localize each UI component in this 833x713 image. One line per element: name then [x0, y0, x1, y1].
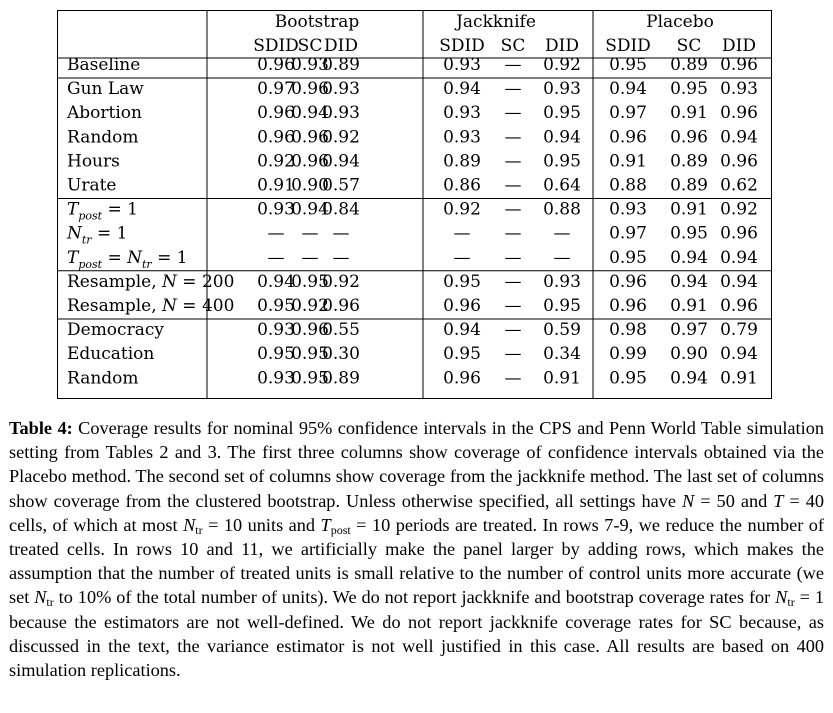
table-cell: 0.93	[443, 127, 481, 148]
estimator-header: DID	[722, 36, 756, 56]
table-cell: 0.91	[609, 151, 647, 172]
table-cell: 0.93	[322, 103, 360, 124]
table-cell: —	[504, 296, 522, 316]
table-cell: 0.92	[291, 296, 329, 316]
table-cell: 0.34	[543, 344, 581, 365]
caption-fragment: = 10 units and	[202, 514, 321, 535]
table-cell: 0.96	[257, 103, 295, 124]
table-cell: 0.93	[543, 271, 581, 292]
table-cell: —	[504, 103, 522, 124]
estimator-header: SC	[297, 36, 323, 56]
table-cell: 0.94	[720, 271, 758, 292]
table-cell: 0.94	[443, 79, 481, 100]
table-cell: 0.91	[720, 368, 758, 389]
table-cell: —	[504, 247, 522, 268]
table-cell: 0.94	[720, 344, 758, 365]
estimator-header: SDID	[439, 36, 485, 56]
table-cell: 0.94	[291, 199, 329, 220]
table-cell: 0.89	[670, 151, 708, 172]
table-cell: 0.92	[257, 151, 295, 172]
row-label-part: = 1	[151, 247, 188, 268]
table-cell: 0.92	[720, 199, 758, 220]
table-cell: 0.95	[609, 368, 647, 389]
table-cell: 0.89	[443, 151, 481, 172]
row-label-part: = 1	[102, 199, 138, 220]
table-cell: 0.96	[257, 55, 295, 75]
table-cell: 0.91	[670, 103, 708, 124]
table-caption	[9, 416, 824, 682]
table-cell: 0.93	[257, 368, 295, 389]
row-label: Abortion	[67, 103, 142, 124]
table-cell: 0.95	[609, 247, 647, 268]
table-cell: 0.62	[720, 175, 758, 196]
table-cell: 0.93	[443, 55, 481, 75]
table-cell: —	[504, 223, 522, 244]
table-cell: —	[553, 223, 571, 244]
row-label-part: tr	[142, 257, 152, 271]
estimator-header: SC	[500, 36, 526, 56]
table-cell: 0.95	[543, 103, 581, 124]
row-label-part: T	[67, 247, 79, 268]
table-cell: 0.96	[720, 296, 758, 316]
row-label-part: T	[67, 199, 79, 220]
table-cell: 0.91	[257, 175, 295, 196]
row-label-part: N	[162, 271, 177, 292]
caption-fragment: tr	[787, 595, 795, 610]
table-cell: 0.96	[291, 320, 329, 341]
results-table	[57, 10, 772, 399]
caption-label: Table 4:	[9, 418, 73, 438]
row-label	[67, 272, 234, 292]
table-cell: 0.96	[720, 55, 758, 75]
table-cell: 0.96	[670, 127, 708, 148]
table-cell: 0.92	[322, 271, 360, 292]
table-cell: 0.97	[609, 103, 647, 124]
row-label-part: =	[102, 247, 128, 268]
table-cell: 0.96	[720, 103, 758, 124]
row-label-part: = 200	[176, 271, 235, 292]
row-label: Hours	[67, 151, 120, 172]
row-label: Random	[67, 127, 139, 148]
row-label	[67, 248, 188, 271]
table-border	[58, 11, 772, 399]
table-cell: —	[332, 223, 350, 244]
caption-text	[9, 418, 824, 680]
table-cell: —	[504, 175, 522, 196]
table-cell: 0.96	[443, 368, 481, 389]
table-cell: 0.57	[322, 175, 360, 196]
row-label	[67, 296, 234, 316]
row-label-part: Resample,	[67, 296, 163, 316]
table-cell: 0.64	[543, 175, 581, 196]
table-cell: 0.90	[670, 344, 708, 365]
estimator-header: SC	[676, 36, 702, 56]
table-cell: 0.96	[609, 296, 647, 316]
caption-fragment: = 40 cells, of which at most	[9, 490, 824, 535]
table-cell: —	[504, 55, 522, 75]
table-cell: 0.94	[670, 247, 708, 268]
estimator-header: DID	[324, 36, 358, 56]
caption-fragment: tr	[195, 522, 203, 537]
table-cell: 0.89	[670, 55, 708, 75]
estimator-header: SDID	[605, 36, 651, 56]
table-cell: 0.92	[543, 55, 581, 75]
row-label-part: Resample,	[67, 271, 163, 292]
table-cell: 0.86	[443, 175, 481, 196]
table-cell: 0.95	[257, 296, 295, 316]
caption-fragment: = 10 periods are treated. In rows 7-9, we reduce the number of treated cells. In rows 10 and 11, we artificially make the panel larger by adding rows, which makes the assumption that the number of treated units is small relative to the number of control units more accurate (we set	[9, 514, 824, 608]
caption-fragment: post	[330, 522, 351, 537]
table-cell: 0.91	[543, 368, 581, 389]
caption-fragment: = 1 because the estimators are not well-defined. We do not report jackknife coverage rates for SC because, as discussed in the text, the variance estimator is not well justified in this case. All results are based on 400 simulation replications.	[9, 587, 824, 681]
table-cell: 0.93	[720, 79, 758, 100]
row-label	[66, 224, 127, 247]
row-label-part: tr	[81, 233, 92, 247]
table-cell: 0.91	[670, 296, 708, 316]
table-cell: 0.94	[291, 103, 329, 124]
table-cell: 0.55	[322, 320, 360, 341]
table-cell: 0.95	[291, 368, 329, 389]
row-label-part: post	[78, 209, 103, 223]
row-label	[67, 200, 138, 223]
table-cell: 0.88	[543, 199, 581, 220]
table-cell: 0.96	[291, 151, 329, 172]
table-cell: 0.96	[720, 223, 758, 244]
table-cell: 0.93	[609, 199, 647, 220]
estimator-header: DID	[545, 36, 579, 56]
row-label: Urate	[67, 175, 117, 196]
row-label-part: N	[67, 223, 82, 244]
table-cell: 0.30	[322, 344, 360, 365]
table-cell: —	[301, 223, 319, 244]
table-cell: —	[504, 127, 522, 148]
table-cell: 0.95	[543, 151, 581, 172]
table-cell: 0.92	[443, 199, 481, 220]
table-cell: —	[332, 247, 350, 268]
table-cell: —	[301, 247, 319, 268]
row-label-part: = 1	[91, 223, 128, 244]
row-label: Democracy	[67, 320, 164, 341]
table-cell: 0.93	[291, 55, 329, 75]
table-cell: 0.89	[322, 55, 360, 75]
table-cell: 0.94	[720, 127, 758, 148]
caption-fragment: N	[775, 587, 788, 608]
method-header: Placebo	[646, 12, 714, 32]
caption-fragment: N	[34, 587, 47, 608]
table-cell: 0.89	[322, 368, 360, 389]
table-cell: 0.88	[609, 175, 647, 196]
table-cell: —	[453, 247, 471, 268]
table-cell: 0.96	[322, 296, 360, 316]
row-label-part: = 400	[176, 296, 235, 316]
table-cell: —	[504, 151, 522, 172]
table-cell: 0.94	[609, 79, 647, 100]
table-cell: 0.91	[670, 199, 708, 220]
caption-fragment: to 10% of the total number of units). We do not report jackknife and bootstrap coverage rates for	[53, 587, 776, 608]
caption-fragment: N	[183, 514, 196, 535]
table-cell: 0.97	[609, 223, 647, 244]
table-cell: 0.96	[291, 79, 329, 100]
table-cell: 0.96	[257, 127, 295, 148]
table-cell: 0.94	[670, 368, 708, 389]
table-cell: 0.95	[609, 55, 647, 75]
table-cell: —	[504, 271, 522, 292]
table-cell: 0.96	[720, 151, 758, 172]
table-cell: 0.96	[443, 296, 481, 316]
table-cell: 0.93	[257, 199, 295, 220]
table-cell: 0.99	[609, 344, 647, 365]
table-cell: —	[504, 344, 522, 365]
caption-fragment: T	[320, 514, 331, 535]
table-cell: 0.94	[543, 127, 581, 148]
table-cell: —	[267, 247, 285, 268]
row-label: Baseline	[67, 55, 141, 75]
table-cell: —	[504, 79, 522, 100]
row-label-part: N	[162, 296, 177, 316]
method-header: Jackknife	[456, 12, 536, 32]
table-cell: 0.98	[609, 320, 647, 341]
table-cell: 0.93	[322, 79, 360, 100]
row-label: Education	[67, 344, 155, 365]
table-cell: 0.95	[443, 271, 481, 292]
table-cell: 0.97	[670, 320, 708, 341]
table-cell: 0.95	[543, 296, 581, 316]
table-cell: 0.96	[291, 127, 329, 148]
table-cell: 0.95	[670, 79, 708, 100]
table-cell: 0.93	[257, 320, 295, 341]
table-cell: 0.94	[670, 271, 708, 292]
caption-fragment: tr	[46, 595, 54, 610]
table-cell: 0.94	[322, 151, 360, 172]
caption-fragment: Coverage results for nominal 95% confidence intervals in the CPS and Penn World Table simulation setting from Tables 2 and 3. The first three columns show coverage of confidence intervals obtained via the Placebo method. The second set of columns show coverage from the jackknife method. The last set of columns show coverage from the clustered bootstrap. Unless otherwise specified, all settings have	[9, 418, 824, 511]
table-cell: 0.95	[443, 344, 481, 365]
table-cell: 0.95	[291, 271, 329, 292]
row-label: Random	[67, 368, 139, 389]
table-cell: 0.94	[443, 320, 481, 341]
table-cell: —	[504, 320, 522, 341]
table-cell: 0.89	[670, 175, 708, 196]
table-cell: —	[504, 368, 522, 389]
table-cell: 0.90	[291, 175, 329, 196]
row-label-part: post	[78, 257, 103, 271]
results-table-graphic	[57, 10, 772, 399]
table-cell: 0.94	[720, 247, 758, 268]
table-cell: 0.93	[443, 103, 481, 124]
caption-fragment: N	[682, 490, 695, 511]
table-cell: 0.95	[291, 344, 329, 365]
table-cell: 0.95	[670, 223, 708, 244]
table-cell: 0.59	[543, 320, 581, 341]
table-cell: 0.92	[322, 127, 360, 148]
table-cell: —	[267, 223, 285, 244]
table-cell: —	[453, 223, 471, 244]
row-label: Gun Law	[67, 79, 144, 100]
table-cell: 0.96	[609, 127, 647, 148]
estimator-header: SDID	[253, 36, 299, 56]
caption-fragment: = 50 and	[694, 490, 774, 511]
table-cell: 0.79	[720, 320, 758, 341]
table-cell: 0.95	[257, 344, 295, 365]
table-cell: 0.96	[609, 271, 647, 292]
table-cell: 0.84	[322, 199, 360, 220]
method-header: Bootstrap	[274, 12, 360, 32]
table-cell: 0.93	[543, 79, 581, 100]
caption-fragment: T	[773, 490, 784, 511]
table-cell: —	[504, 199, 522, 220]
table-cell: 0.94	[257, 271, 295, 292]
row-label-part: N	[127, 247, 143, 268]
table-cell: 0.97	[257, 79, 295, 100]
table-cell: —	[553, 247, 571, 268]
